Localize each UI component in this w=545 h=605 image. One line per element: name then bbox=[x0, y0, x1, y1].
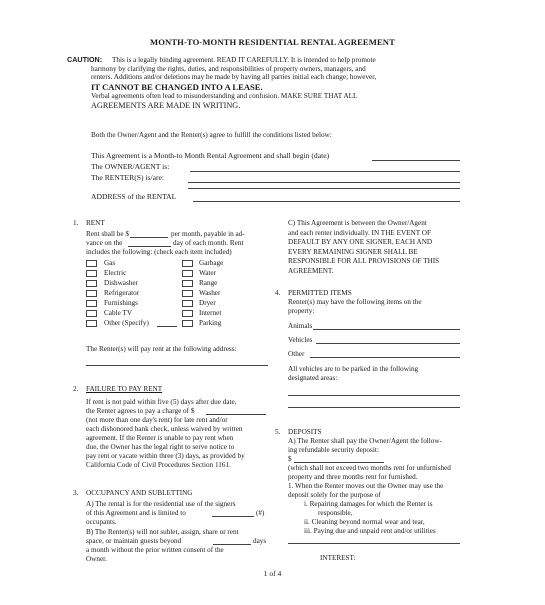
renters-line bbox=[188, 182, 460, 183]
agreement-begin-label: This Agreement is a Month-to Month Rental Agreement and shall begin (date) bbox=[91, 151, 330, 160]
checkbox-label-cable-tv: Cable TV bbox=[104, 309, 133, 317]
occupancy-number: 3. bbox=[73, 489, 79, 497]
late-line: agreement. If the Renter is unable to pay rent when bbox=[86, 434, 234, 442]
deposit-dollar: $ bbox=[288, 455, 292, 463]
parked-line: designated areas: bbox=[288, 374, 338, 382]
checkbox-internet[interactable] bbox=[182, 310, 193, 317]
rent-amount-label: Rent shall be $ bbox=[86, 230, 129, 238]
guest-days-line bbox=[213, 544, 251, 545]
deposits-line: iii. Paying due and unpaid rent and/or utilities bbox=[304, 527, 436, 535]
checkbox-refrigerator[interactable] bbox=[86, 290, 97, 297]
late-line: (not more than one day's rent) for late rent and/or bbox=[86, 416, 228, 424]
checkbox-gas[interactable] bbox=[86, 260, 97, 267]
rent-day-line bbox=[128, 246, 171, 247]
checkbox-label-garbage: Garbage bbox=[199, 259, 224, 267]
checkbox-label-internet: Internet bbox=[199, 309, 222, 317]
vehicles-line bbox=[316, 343, 460, 344]
checkbox-other[interactable] bbox=[86, 320, 97, 327]
caution-emphasis: IT CANNOT BE CHANGED INTO A LEASE. bbox=[91, 81, 263, 92]
deposits-line: ii. Cleaning beyond normal wear and tear, bbox=[304, 518, 425, 526]
occupancy-line: space, or maintain guests beyond bbox=[86, 537, 182, 545]
owner-line bbox=[190, 171, 460, 172]
rent-includes-label: includes the following: (check each item included) bbox=[86, 248, 232, 256]
late-line: the Renter agrees to pay a charge of $ bbox=[86, 407, 195, 415]
rent-heading: RENT bbox=[86, 219, 105, 227]
rent-day-label: vance on the bbox=[86, 239, 123, 247]
checkbox-label-water: Water bbox=[199, 269, 216, 277]
owner-label: The OWNER/AGENT is: bbox=[91, 162, 170, 171]
parked-line: All vehicles are to be parked in the following bbox=[288, 365, 419, 373]
section-c-line: AGREEMENT. bbox=[288, 266, 334, 275]
vehicles-label: Vehicles bbox=[288, 336, 313, 344]
caution-after: Verbal agreements often lead to misunderstanding and confusion. MAKE SURE THAT ALL bbox=[91, 92, 358, 100]
permitted-line: property: bbox=[288, 307, 315, 315]
section-c-line: RESPONSIBLE FOR ALL PROVISIONS OF THIS bbox=[288, 257, 440, 265]
occupancy-line: B) The Renter(s) will not sublet, assign, share or rent bbox=[86, 528, 239, 536]
checkbox-cable-tv[interactable] bbox=[86, 310, 97, 317]
occupants-line bbox=[212, 516, 254, 517]
section-c-line: C) This Agreement is between the Owner/Agent bbox=[288, 219, 427, 227]
late-number: 2. bbox=[73, 385, 79, 393]
rent-address-line bbox=[86, 365, 268, 366]
caution-line: renters. Additions and/or deletions may be made by having all parties initial each change; however, bbox=[91, 73, 377, 82]
animals-line bbox=[313, 329, 460, 330]
address-line bbox=[193, 201, 460, 202]
interest-label: INTEREST: bbox=[320, 554, 356, 562]
renters-label: The RENTER(S) is/are: bbox=[91, 173, 164, 182]
rent-number: 1. bbox=[73, 219, 79, 227]
checkbox-range[interactable] bbox=[182, 280, 193, 287]
permitted-line: Renter(s) may have the following items on the bbox=[288, 298, 422, 306]
checkbox-washer[interactable] bbox=[182, 290, 193, 297]
other-line bbox=[310, 357, 460, 358]
page-number: 1 of 4 bbox=[263, 569, 282, 578]
caution-line: harmony by clarifying the rights, duties, and responsibilities of property owners, managers, and bbox=[91, 64, 366, 73]
deposits-line: A) The Renter shall pay the Owner/Agent the follow- bbox=[288, 437, 442, 445]
deposits-line: responsible, bbox=[318, 509, 353, 517]
checkbox-water[interactable] bbox=[182, 270, 193, 277]
occupancy-number-hint: (#) bbox=[256, 509, 265, 517]
parked-area-line bbox=[288, 395, 460, 396]
occupancy-heading: OCCUPANCY AND SUBLETTING bbox=[86, 489, 193, 497]
caution-label: CAUTION: bbox=[67, 55, 103, 64]
intro-text: Both the Owner/Agent and the Renter(s) agree to fulfill the conditions listed below: bbox=[91, 131, 332, 139]
permitted-number: 4. bbox=[275, 289, 281, 297]
checkbox-label-washer: Washer bbox=[199, 289, 221, 297]
rent-address-label: The Renter(s) will pay rent at the following address: bbox=[86, 345, 237, 353]
section-c-line: and each renter individually. IN THE EVENT OF bbox=[288, 228, 431, 237]
checkbox-dryer[interactable] bbox=[182, 300, 193, 307]
checkbox-furnishings[interactable] bbox=[86, 300, 97, 307]
permitted-heading: PERMITTED ITEMS bbox=[288, 289, 352, 297]
deposits-line: (which shall not exceed two months rent for unfurnished bbox=[288, 464, 451, 472]
deposit-amount-line bbox=[294, 462, 384, 463]
renters-line-2 bbox=[188, 188, 460, 189]
checkbox-label-electric: Electric bbox=[104, 269, 127, 277]
caution-line: This is a legally binding agreement. READ IT CAREFULLY. It is intended to help promote bbox=[112, 56, 376, 64]
checkbox-electric[interactable] bbox=[86, 270, 97, 277]
checkbox-label-furnishings: Furnishings bbox=[104, 299, 138, 307]
occupancy-line: of this Agreement and is limited to bbox=[86, 509, 186, 517]
deposits-line: ing refundable security deposit: bbox=[288, 446, 379, 454]
checkbox-label-dishwasher: Dishwasher bbox=[104, 279, 138, 287]
late-line: If rent is not paid within five (5) days after due date, bbox=[86, 398, 237, 406]
checkbox-label-dryer: Dryer bbox=[199, 299, 216, 307]
late-line: due, the Owner has the legal right to serve notice to bbox=[86, 443, 235, 451]
rent-day-suffix: day of each month. Rent bbox=[173, 239, 244, 247]
section-c-line: DEFAULT BY ANY ONE SIGNER, EACH AND bbox=[288, 238, 433, 246]
checkbox-parking[interactable] bbox=[182, 320, 193, 327]
late-charge-line bbox=[206, 414, 266, 415]
checkbox-label-other: Other (Specify) bbox=[104, 319, 149, 327]
rent-amount-suffix: per month, payable in ad- bbox=[171, 230, 245, 238]
other-label: Other bbox=[288, 350, 305, 358]
caution-after: AGREEMENTS ARE MADE IN WRITING. bbox=[91, 100, 241, 110]
checkbox-label-parking: Parking bbox=[199, 319, 222, 327]
animals-label: Animals bbox=[288, 322, 313, 330]
deposits-number: 5. bbox=[275, 428, 281, 436]
parked-area-line-2 bbox=[288, 407, 460, 408]
late-line: each dishonored bank check, unless waived by written bbox=[86, 425, 243, 433]
deposits-line: 1. When the Renter moves out the Owner may use the bbox=[288, 482, 444, 490]
late-heading: FAILURE TO PAY RENT bbox=[86, 385, 163, 393]
checkbox-dishwasher[interactable] bbox=[86, 280, 97, 287]
checkbox-label-gas: Gas bbox=[104, 259, 116, 267]
occupancy-line: a month without the prior written consent of the bbox=[86, 546, 224, 554]
deposits-line: property and three months rent for furnished. bbox=[288, 473, 418, 481]
deposits-line: deposit solely for the purpose of bbox=[288, 491, 381, 499]
checkbox-label-refrigerator: Refrigerator bbox=[104, 289, 140, 297]
late-line: California Code of Civil Procedures Section 1161. bbox=[86, 461, 231, 469]
occupancy-line: occupants. bbox=[86, 518, 117, 526]
document-title: MONTH-TO-MONTH RESIDENTIAL RENTAL AGREEMENT bbox=[150, 37, 395, 47]
address-label: ADDRESS of the RENTAL bbox=[91, 192, 177, 201]
checkbox-label-range: Range bbox=[199, 279, 218, 287]
other-specify-line bbox=[157, 326, 177, 327]
section-c-line: EVERY REMAINING SIGNER SHALL BE bbox=[288, 247, 418, 256]
deposit-purpose-line bbox=[288, 543, 460, 544]
occupancy-line: A) The rental is for the residential use of the signers bbox=[86, 500, 236, 508]
occupancy-line: Owner. bbox=[86, 555, 107, 563]
rent-amount-line bbox=[130, 237, 168, 238]
occupancy-days: days bbox=[253, 537, 267, 545]
begin-date-line bbox=[372, 160, 460, 161]
late-line: pay rent or vacate within three (3) days, as provided by bbox=[86, 452, 245, 460]
checkbox-garbage[interactable] bbox=[182, 260, 193, 267]
deposits-line: i. Repairing damages for which the Renter is bbox=[304, 500, 433, 508]
deposits-heading: DEPOSITS bbox=[288, 428, 322, 436]
